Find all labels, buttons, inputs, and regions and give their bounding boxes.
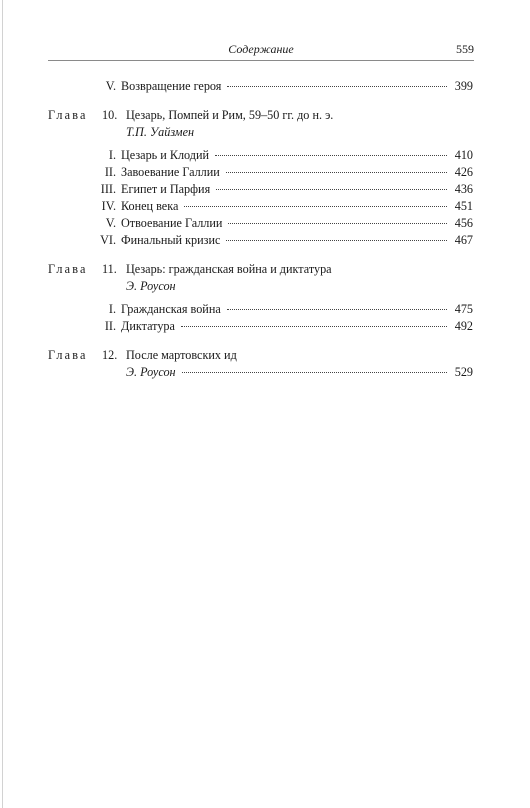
dot-leader <box>181 326 447 327</box>
chapter-heading <box>48 107 474 124</box>
chapter-author-row <box>48 278 474 295</box>
chapter-12 <box>48 347 474 381</box>
entry-page: 456 <box>454 216 473 230</box>
entry-title: Возвращение героя <box>121 79 222 93</box>
entry-number: II. <box>104 165 116 179</box>
entry-page: 475 <box>454 302 473 316</box>
dot-leader <box>184 206 447 207</box>
toc-entry <box>48 215 474 232</box>
page-edge <box>2 0 3 808</box>
entry-number: V. <box>105 216 116 230</box>
entry-page: 451 <box>454 199 473 213</box>
entry-title: Диктатура <box>121 319 175 333</box>
chapter-author: Э. Роусон <box>126 279 176 293</box>
dot-leader <box>226 172 447 173</box>
chapter-label: Глава <box>48 348 88 362</box>
entry-page: 426 <box>454 165 473 179</box>
dot-leader <box>226 240 447 241</box>
dot-leader <box>182 372 447 373</box>
table-of-contents <box>48 78 474 381</box>
dot-leader <box>215 155 447 156</box>
chapter-author-row <box>48 124 474 141</box>
entry-title: Конец века <box>121 199 179 213</box>
entry-title: Финальный кризис <box>121 233 221 247</box>
chapter-author-row <box>48 364 474 381</box>
chapter-author: Э. Роусон <box>126 365 176 379</box>
chapter-author: Т.П. Уайзмен <box>126 125 195 139</box>
entry-page: 529 <box>454 365 473 379</box>
entry-page: 467 <box>454 233 473 247</box>
dot-leader <box>216 189 447 190</box>
entry-number: I. <box>108 302 116 316</box>
entry-number: VI. <box>100 233 116 247</box>
chapter-number: 12. <box>102 348 118 362</box>
entry-number: IV. <box>101 199 116 213</box>
toc-entry <box>48 198 474 215</box>
toc-entry <box>48 181 474 198</box>
entry-page: 436 <box>454 182 473 196</box>
chapter-number: 11. <box>102 262 117 276</box>
entry-number: I. <box>108 148 116 162</box>
chapter-heading <box>48 261 474 278</box>
entry-number: III. <box>100 182 116 196</box>
chapter-number: 10. <box>102 108 118 122</box>
entry-number: II. <box>104 319 116 333</box>
toc-entry <box>48 318 474 335</box>
chapter-label: Глава <box>48 108 88 122</box>
chapter-11 <box>48 261 474 335</box>
dot-leader <box>228 223 447 224</box>
chapter-title: Цезарь, Помпей и Рим, 59–50 гг. до н. э. <box>126 108 334 122</box>
entry-page: 399 <box>454 79 473 93</box>
entry-page: 410 <box>454 148 473 162</box>
toc-entry <box>48 232 474 249</box>
dot-leader <box>227 86 447 87</box>
entry-page: 492 <box>454 319 473 333</box>
page-header <box>48 42 474 62</box>
chapter-title: После мартовских ид <box>126 348 237 362</box>
chapter-heading <box>48 347 474 364</box>
dot-leader <box>227 309 447 310</box>
entry-title: Цезарь и Клодий <box>121 148 210 162</box>
toc-entry <box>48 78 474 95</box>
toc-entry <box>48 147 474 164</box>
header-rule <box>48 60 474 61</box>
chapter-label: Глава <box>48 262 88 276</box>
entry-number: V. <box>105 79 116 93</box>
entry-title: Гражданская война <box>121 302 221 316</box>
entry-title: Завоевание Галлии <box>121 165 220 179</box>
toc-entry <box>48 164 474 181</box>
chapter-10 <box>48 107 474 249</box>
page-number: 559 <box>456 42 474 56</box>
chapter-title: Цезарь: гражданская война и диктатура <box>126 262 332 276</box>
toc-entry <box>48 301 474 318</box>
entry-title: Отвоевание Галлии <box>121 216 223 230</box>
entry-title: Египет и Парфия <box>121 182 211 196</box>
running-title: Содержание <box>228 42 294 56</box>
